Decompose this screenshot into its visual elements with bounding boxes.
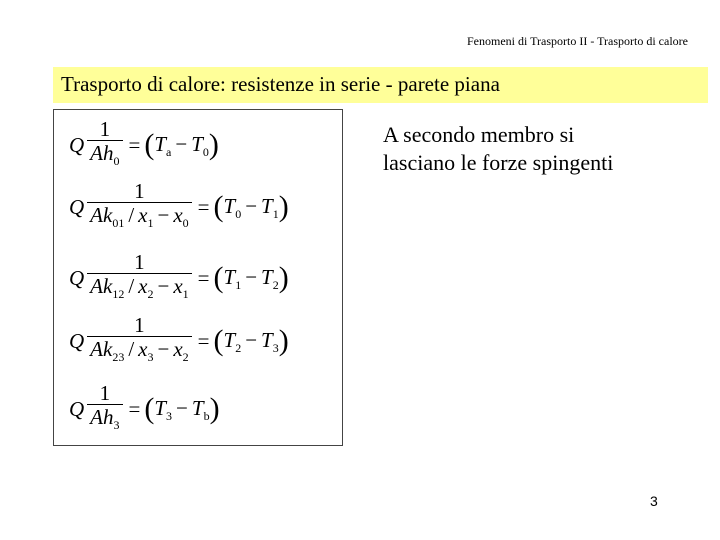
resistance-fraction xyxy=(87,314,192,369)
driving-force: $T_a - T_0$ xyxy=(154,131,209,159)
driving-forces-note: A secondo membro si lasciano le forze spingenti xyxy=(383,122,614,175)
page-number: 3 xyxy=(650,493,658,509)
fraction-denominator: $Ah_0$ xyxy=(87,140,122,173)
equation-box xyxy=(53,109,343,446)
equation-2: Q $\frac{1}{Ak_{01} / x_1 - x_0}$ = ( $T_0 - T_1$ ) xyxy=(69,180,289,235)
resistance-fraction xyxy=(87,180,192,235)
fraction-numerator: 1 xyxy=(134,250,145,274)
resistance-fraction xyxy=(87,118,122,173)
resistance-fraction xyxy=(87,251,192,306)
resistance-fraction xyxy=(87,382,122,437)
fraction-numerator: 1 xyxy=(134,179,145,203)
equation-4: Q $\frac{1}{Ak_{23} / x_3 - x_2}$ = ( $T_2 - T_3$ ) xyxy=(69,314,289,369)
heat-flux-symbol: Q xyxy=(69,329,85,353)
equals-sign: = xyxy=(197,195,210,219)
heat-flux-symbol: Q xyxy=(69,195,85,219)
equation-3: Q $\frac{1}{Ak_{12} / x_2 - x_1}$ = ( $T_1 - T_2$ ) xyxy=(69,251,289,306)
equation-5: Q $\frac{1}{Ah_3}$ = ( $T_3 - T_b$ ) xyxy=(69,382,220,437)
heat-flux-symbol: Q xyxy=(69,397,85,421)
fraction-denominator: $Ak_{01} / x_1 - x_0$ xyxy=(87,202,192,235)
driving-force: $T_3 - T_b$ xyxy=(154,395,210,423)
equation-1: Q $\frac{1}{Ah_0}$ = ( $T_a - T_0$ ) xyxy=(69,118,219,173)
slide-title: Trasporto di calore: resistenze in serie - parete piana xyxy=(53,67,708,103)
equals-sign: = xyxy=(128,397,141,421)
driving-force: $T_0 - T_1$ xyxy=(223,193,279,221)
heat-flux-symbol: Q xyxy=(69,266,85,290)
course-header: Fenomeni di Trasporto II - Trasporto di calore xyxy=(467,34,688,48)
fraction-numerator: 1 xyxy=(134,313,145,337)
equals-sign: = xyxy=(128,133,141,157)
fraction-numerator: 1 xyxy=(99,381,111,405)
fraction-denominator: $Ak_{12} / x_2 - x_1$ xyxy=(87,273,192,306)
fraction-numerator: 1 xyxy=(99,117,111,141)
fraction-denominator: $Ak_{23} / x_3 - x_2$ xyxy=(87,336,192,369)
equals-sign: = xyxy=(197,266,210,290)
driving-force: $T_2 - T_3$ xyxy=(223,327,279,355)
driving-force: $T_1 - T_2$ xyxy=(223,264,279,292)
heat-flux-symbol: Q xyxy=(69,133,85,157)
fraction-denominator: $Ah_3$ xyxy=(87,404,122,437)
equals-sign: = xyxy=(197,329,210,353)
